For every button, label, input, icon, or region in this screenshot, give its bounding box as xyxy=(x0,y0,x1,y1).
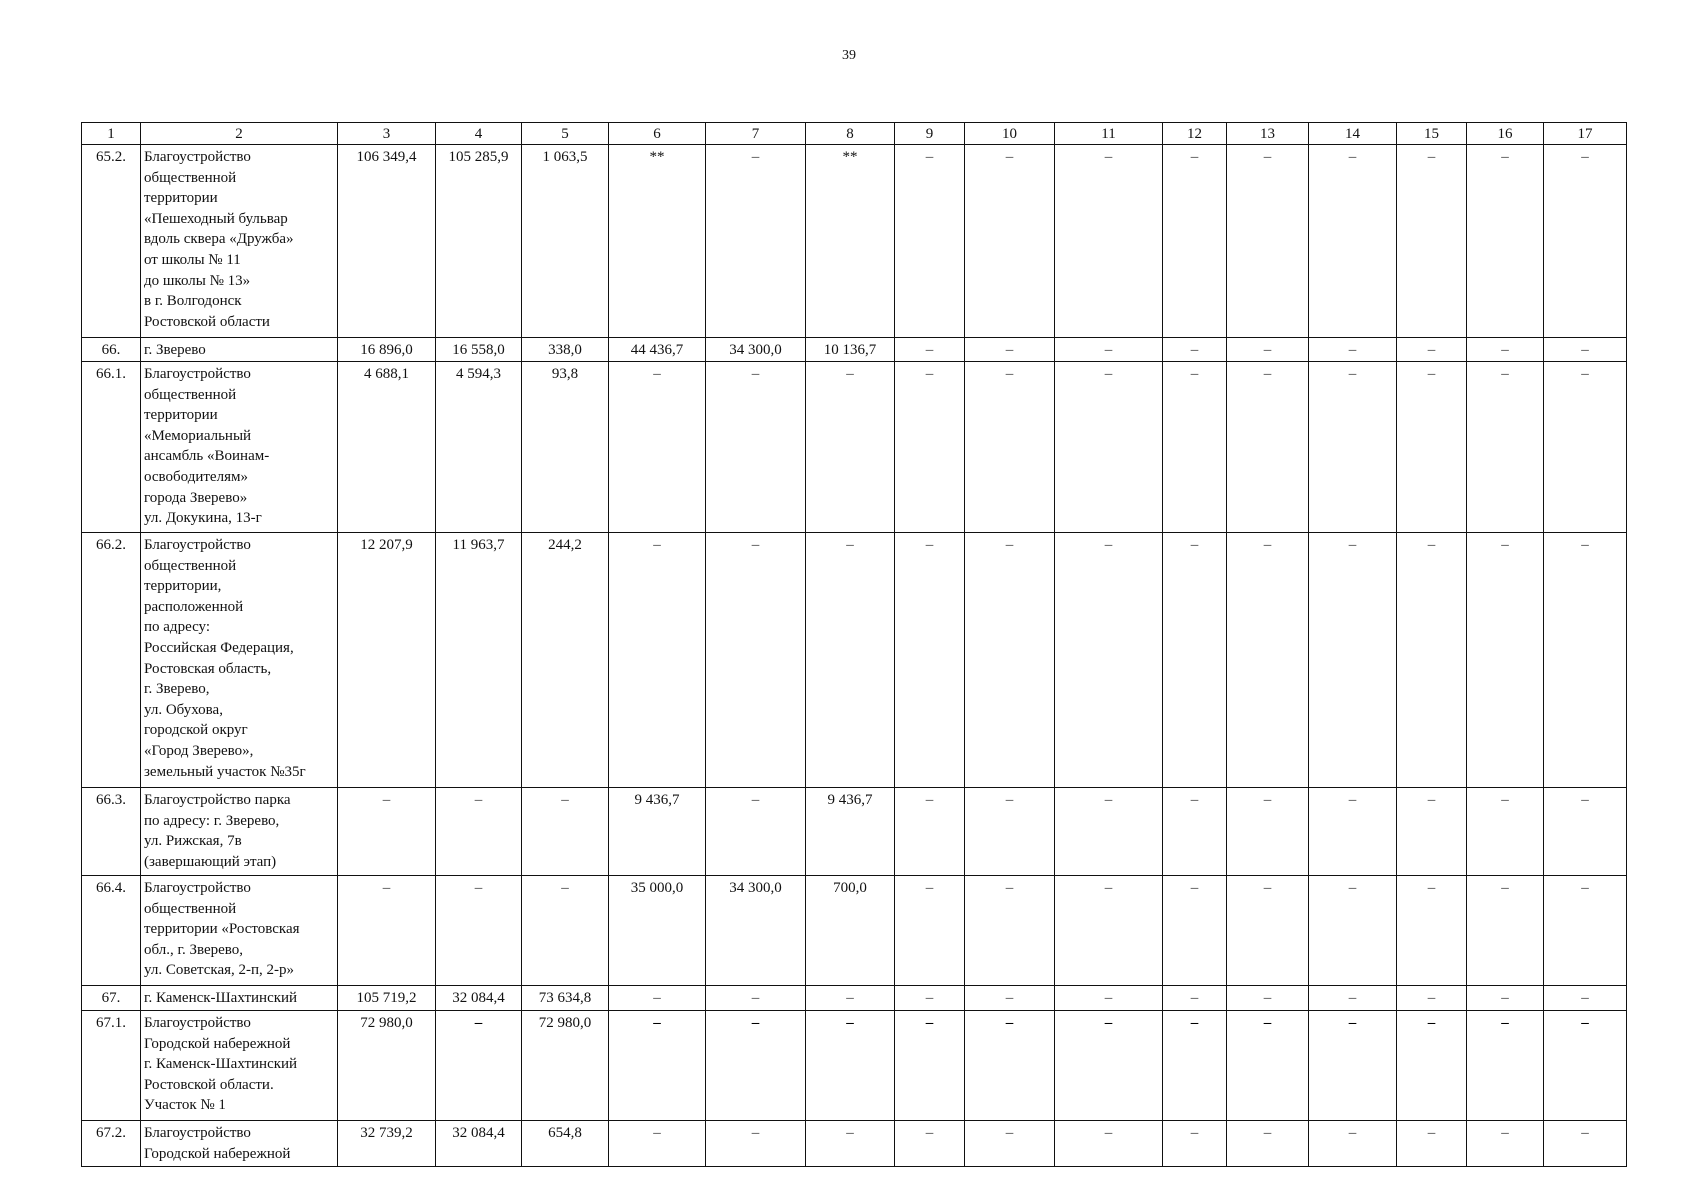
row-number-cell: 67. xyxy=(82,986,141,1011)
value-cell: – xyxy=(1544,1011,1627,1121)
object-name-line: Российская Федерация, xyxy=(144,639,294,656)
value-cell: 34 300,0 xyxy=(706,338,806,362)
value-cell: – xyxy=(1397,533,1467,788)
value-cell: – xyxy=(1397,338,1467,362)
object-name-line: в г. Волгодонск xyxy=(144,293,242,310)
value-cell: – xyxy=(806,1121,895,1167)
object-name-line: г. Зверево, xyxy=(144,681,210,698)
page-number: 39 xyxy=(842,48,856,63)
column-number-cell: 10 xyxy=(965,123,1055,145)
value-cell: – xyxy=(1163,533,1227,788)
value-cell: – xyxy=(609,1011,706,1121)
value-cell: – xyxy=(1163,362,1227,533)
column-number-cell: 5 xyxy=(522,123,609,145)
column-number-cell: 16 xyxy=(1467,123,1544,145)
object-name-line: освободителям» xyxy=(144,468,248,485)
object-name-line: расположенной xyxy=(144,598,244,615)
object-name-line: Благоустройство xyxy=(144,880,251,896)
value-cell: – xyxy=(1227,338,1309,362)
value-cell: 4 594,3 xyxy=(436,362,522,533)
value-cell: 44 436,7 xyxy=(609,338,706,362)
value-cell: – xyxy=(895,338,965,362)
value-cell: – xyxy=(1467,1121,1544,1167)
value-cell: 9 436,7 xyxy=(806,788,895,876)
value-cell: 9 436,7 xyxy=(609,788,706,876)
object-name-line: г. Зверево xyxy=(144,342,206,358)
object-name-cell xyxy=(141,362,338,533)
value-cell: – xyxy=(1544,1121,1627,1167)
column-number-cell: 12 xyxy=(1163,123,1227,145)
value-cell: – xyxy=(1467,788,1544,876)
value-cell: – xyxy=(1163,788,1227,876)
value-cell: – xyxy=(706,986,806,1011)
object-name-line: территории, xyxy=(144,578,222,595)
value-cell: – xyxy=(1397,788,1467,876)
row-number-cell: 67.1. xyxy=(82,1011,141,1121)
object-name-line: обл., г. Зверево, xyxy=(144,941,244,958)
value-cell: 105 285,9 xyxy=(436,145,522,338)
value-cell: 12 207,9 xyxy=(338,533,436,788)
column-number-cell: 2 xyxy=(141,123,338,145)
value-cell: 32 739,2 xyxy=(338,1121,436,1167)
value-cell: 105 719,2 xyxy=(338,986,436,1011)
row-number-cell: 66.3. xyxy=(82,788,141,876)
object-name-line: «Пешеходный бульвар xyxy=(144,210,288,227)
column-number-cell: 14 xyxy=(1309,123,1397,145)
value-cell: – xyxy=(706,145,806,338)
value-cell: 16 558,0 xyxy=(436,338,522,362)
value-cell: – xyxy=(1309,533,1397,788)
object-name-cell xyxy=(141,1011,338,1121)
value-cell: – xyxy=(1227,1011,1309,1121)
value-cell: – xyxy=(895,145,965,338)
table-row xyxy=(82,145,1627,338)
value-cell: – xyxy=(1467,145,1544,338)
value-cell: – xyxy=(338,788,436,876)
value-cell: – xyxy=(1055,338,1163,362)
row-number-cell: 66.4. xyxy=(82,876,141,986)
value-cell: – xyxy=(965,1011,1055,1121)
value-cell: – xyxy=(1467,533,1544,788)
object-name-cell xyxy=(141,876,338,986)
value-cell: – xyxy=(1309,986,1397,1011)
value-cell: 11 963,7 xyxy=(436,533,522,788)
value-cell: – xyxy=(806,1011,895,1121)
value-cell: – xyxy=(1227,1121,1309,1167)
value-cell: – xyxy=(1227,876,1309,986)
value-cell: – xyxy=(1397,1121,1467,1167)
value-cell: – xyxy=(1397,362,1467,533)
row-number-cell: 66. xyxy=(82,338,141,362)
value-cell: 700,0 xyxy=(806,876,895,986)
value-cell: – xyxy=(1309,338,1397,362)
value-cell: – xyxy=(1467,1011,1544,1121)
table-row xyxy=(82,986,1627,1011)
value-cell: – xyxy=(1055,533,1163,788)
object-name-cell xyxy=(141,1121,338,1167)
value-cell: – xyxy=(1544,876,1627,986)
object-name-line: г. Каменск-Шахтинский xyxy=(144,990,298,1006)
value-cell: – xyxy=(1397,986,1467,1011)
value-cell: – xyxy=(436,876,522,986)
value-cell: – xyxy=(609,533,706,788)
value-cell: – xyxy=(706,1121,806,1167)
value-cell: – xyxy=(609,986,706,1011)
value-cell: – xyxy=(1055,1121,1163,1167)
value-cell: ** xyxy=(806,145,895,338)
column-number-cell: 7 xyxy=(706,123,806,145)
column-number-row xyxy=(82,123,1627,145)
value-cell: – xyxy=(1544,362,1627,533)
value-cell: – xyxy=(1055,986,1163,1011)
value-cell: – xyxy=(338,876,436,986)
value-cell: – xyxy=(1397,876,1467,986)
table-row xyxy=(82,1011,1627,1121)
value-cell: 73 634,8 xyxy=(522,986,609,1011)
column-number-cell: 9 xyxy=(895,123,965,145)
value-cell: – xyxy=(965,338,1055,362)
object-name-line: Благоустройство xyxy=(144,1125,251,1141)
value-cell: – xyxy=(1163,986,1227,1011)
value-cell: – xyxy=(1467,338,1544,362)
object-name-line: территории «Ростовская xyxy=(144,921,300,938)
value-cell: – xyxy=(1163,145,1227,338)
value-cell: – xyxy=(895,362,965,533)
value-cell: – xyxy=(522,788,609,876)
object-name-line: территории xyxy=(144,407,218,424)
value-cell: 4 688,1 xyxy=(338,362,436,533)
value-cell: 106 349,4 xyxy=(338,145,436,338)
object-name-line: Городской набережной xyxy=(144,1145,291,1162)
object-name-line: общественной xyxy=(144,900,237,917)
value-cell: – xyxy=(1544,788,1627,876)
value-cell: – xyxy=(965,533,1055,788)
value-cell: 10 136,7 xyxy=(806,338,895,362)
object-name-line: по адресу: xyxy=(144,619,211,636)
column-number-cell: 13 xyxy=(1227,123,1309,145)
value-cell: – xyxy=(895,533,965,788)
table-row xyxy=(82,1121,1627,1167)
column-number-cell: 15 xyxy=(1397,123,1467,145)
value-cell: 34 300,0 xyxy=(706,876,806,986)
value-cell: 338,0 xyxy=(522,338,609,362)
value-cell: – xyxy=(806,986,895,1011)
value-cell: – xyxy=(1055,362,1163,533)
value-cell: – xyxy=(895,986,965,1011)
column-number-cell: 8 xyxy=(806,123,895,145)
object-name-line: общественной xyxy=(144,386,237,403)
object-name-line: Ростовской области. xyxy=(144,1076,274,1093)
value-cell: – xyxy=(1309,1011,1397,1121)
table-row xyxy=(82,876,1627,986)
value-cell: 72 980,0 xyxy=(522,1011,609,1121)
value-cell: – xyxy=(806,533,895,788)
object-name-line: от школы № 11 xyxy=(144,251,241,268)
object-name-line: Ростовской области xyxy=(144,313,270,330)
value-cell: – xyxy=(706,788,806,876)
table-row xyxy=(82,533,1627,788)
value-cell: 654,8 xyxy=(522,1121,609,1167)
table-row xyxy=(82,338,1627,362)
object-name-line: Ростовская область, xyxy=(144,660,272,677)
value-cell: – xyxy=(1055,876,1163,986)
value-cell: – xyxy=(706,1011,806,1121)
object-name-line: Благоустройство xyxy=(144,1015,251,1031)
object-name-cell xyxy=(141,338,338,362)
object-name-line: «Мемориальный xyxy=(144,427,252,444)
value-cell: – xyxy=(436,1011,522,1121)
value-cell: 32 084,4 xyxy=(436,1121,522,1167)
value-cell: – xyxy=(1163,1121,1227,1167)
value-cell: 32 084,4 xyxy=(436,986,522,1011)
value-cell: – xyxy=(1467,362,1544,533)
value-cell: – xyxy=(895,1011,965,1121)
value-cell: – xyxy=(1227,533,1309,788)
value-cell: – xyxy=(1309,362,1397,533)
value-cell: – xyxy=(609,362,706,533)
value-cell: – xyxy=(806,362,895,533)
value-cell: – xyxy=(895,1121,965,1167)
value-cell: – xyxy=(706,362,806,533)
value-cell: – xyxy=(1055,788,1163,876)
object-name-line: по адресу: г. Зверево, xyxy=(144,812,280,829)
value-cell: 35 000,0 xyxy=(609,876,706,986)
value-cell: ** xyxy=(609,145,706,338)
object-name-line: общественной xyxy=(144,557,237,574)
value-cell: – xyxy=(1163,1011,1227,1121)
object-name-line: до школы № 13» xyxy=(144,272,251,289)
value-cell: 72 980,0 xyxy=(338,1011,436,1121)
value-cell: – xyxy=(1227,788,1309,876)
column-number-cell: 1 xyxy=(82,123,141,145)
object-name-line: города Зверево» xyxy=(144,489,248,506)
value-cell: – xyxy=(1227,362,1309,533)
object-name-line: Городской набережной xyxy=(144,1035,291,1052)
object-name-line: Участок № 1 xyxy=(144,1097,226,1114)
object-name-line: ул. Докукина, 13-г xyxy=(144,510,262,527)
value-cell: – xyxy=(1055,145,1163,338)
value-cell: – xyxy=(895,788,965,876)
value-cell: – xyxy=(1544,986,1627,1011)
object-name-line: (завершающий этап) xyxy=(144,853,277,870)
table-row xyxy=(82,362,1627,533)
object-name-cell xyxy=(141,533,338,788)
row-number-cell: 66.1. xyxy=(82,362,141,533)
column-number-cell: 3 xyxy=(338,123,436,145)
value-cell: – xyxy=(1227,145,1309,338)
object-name-cell xyxy=(141,145,338,338)
value-cell: – xyxy=(1544,145,1627,338)
value-cell: – xyxy=(1397,1011,1467,1121)
value-cell: – xyxy=(1309,1121,1397,1167)
value-cell: – xyxy=(1055,1011,1163,1121)
value-cell: – xyxy=(965,362,1055,533)
value-cell: – xyxy=(1227,986,1309,1011)
object-name-line: «Город Зверево», xyxy=(144,742,254,759)
value-cell: – xyxy=(965,1121,1055,1167)
object-name-line: Благоустройство xyxy=(144,366,251,382)
row-number-cell: 65.2. xyxy=(82,145,141,338)
value-cell: 244,2 xyxy=(522,533,609,788)
row-number-cell: 66.2. xyxy=(82,533,141,788)
value-cell: – xyxy=(1163,338,1227,362)
object-name-line: Благоустройство xyxy=(144,537,251,553)
value-cell: – xyxy=(965,145,1055,338)
value-cell: – xyxy=(1467,876,1544,986)
budget-table xyxy=(81,122,1627,1167)
object-name-line: земельный участок №35г xyxy=(144,763,306,780)
value-cell: – xyxy=(706,533,806,788)
value-cell: – xyxy=(965,876,1055,986)
value-cell: – xyxy=(965,986,1055,1011)
value-cell: – xyxy=(1544,338,1627,362)
object-name-line: ул. Советская, 2-п, 2-р» xyxy=(144,962,295,979)
value-cell: 93,8 xyxy=(522,362,609,533)
object-name-cell xyxy=(141,986,338,1011)
value-cell: – xyxy=(1309,788,1397,876)
value-cell: – xyxy=(1309,145,1397,338)
object-name-line: городской округ xyxy=(144,722,248,739)
object-name-line: Благоустройство парка xyxy=(144,792,291,808)
object-name-line: ул. Рижская, 7в xyxy=(144,833,242,850)
object-name-line: территории xyxy=(144,190,218,207)
object-name-line: ансамбль «Воинам- xyxy=(144,448,270,465)
column-number-cell: 11 xyxy=(1055,123,1163,145)
value-cell: – xyxy=(1397,145,1467,338)
value-cell: – xyxy=(609,1121,706,1167)
object-name-line: общественной xyxy=(144,169,237,186)
row-number-cell: 67.2. xyxy=(82,1121,141,1167)
table-row xyxy=(82,788,1627,876)
value-cell: – xyxy=(895,876,965,986)
column-number-cell: 17 xyxy=(1544,123,1627,145)
value-cell: – xyxy=(1467,986,1544,1011)
value-cell: 1 063,5 xyxy=(522,145,609,338)
object-name-cell xyxy=(141,788,338,876)
object-name-line: вдоль сквера «Дружба» xyxy=(144,231,294,248)
object-name-line: г. Каменск-Шахтинский xyxy=(144,1056,298,1073)
value-cell: – xyxy=(522,876,609,986)
object-name-line: ул. Обухова, xyxy=(144,701,223,718)
value-cell: – xyxy=(1309,876,1397,986)
value-cell: – xyxy=(436,788,522,876)
value-cell: – xyxy=(965,788,1055,876)
value-cell: 16 896,0 xyxy=(338,338,436,362)
value-cell: – xyxy=(1163,876,1227,986)
column-number-cell: 6 xyxy=(609,123,706,145)
object-name-line: Благоустройство xyxy=(144,149,251,165)
value-cell: – xyxy=(1544,533,1627,788)
column-number-cell: 4 xyxy=(436,123,522,145)
